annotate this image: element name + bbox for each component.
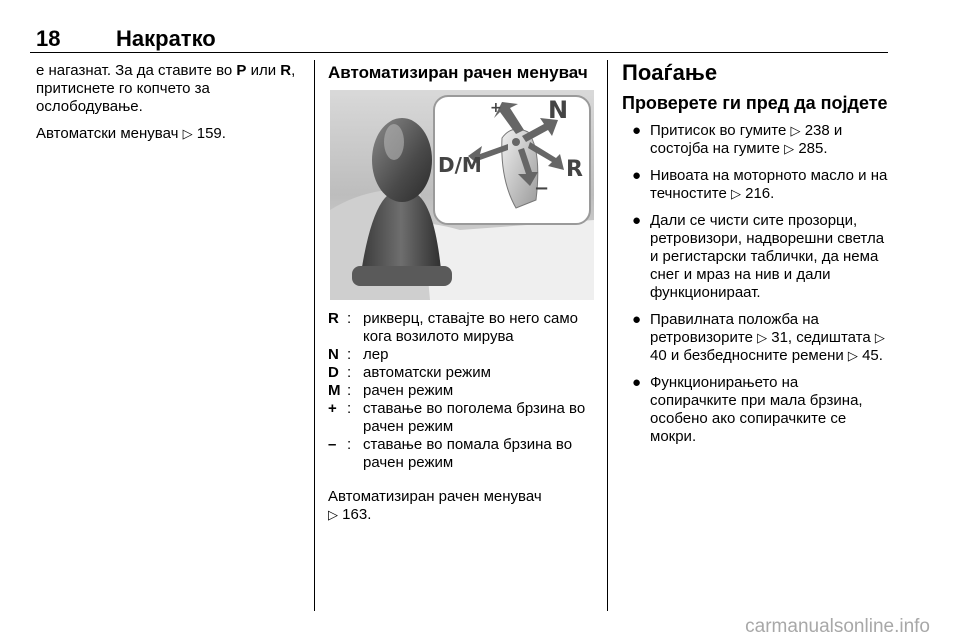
section-heading-automated-manual: Автоматизиран рачен менувач xyxy=(328,63,588,82)
legend-row: N : лер xyxy=(328,346,389,363)
paragraph-automated-manual-ref: Автоматизиран рачен менувач ▷ 163. xyxy=(328,488,542,523)
legend-row: D : автоматски режим xyxy=(328,364,491,381)
page-ref-arrow-icon: ▷ xyxy=(757,330,768,345)
column-divider-right xyxy=(607,60,608,611)
gear-selector-figure xyxy=(330,90,594,300)
boot-base xyxy=(352,266,452,286)
gear-legend xyxy=(328,310,598,472)
page-number: 18 xyxy=(36,26,61,51)
list-item: ● Функционирањето на сопирачките при мала брзина, особено ако сопирачките се мокри. xyxy=(632,374,863,445)
page-ref[interactable]: 285. xyxy=(798,140,828,157)
figure-label-minus: − xyxy=(534,178,550,199)
paragraph-shift-park-reverse: е нагазнат. За да ставите во P или R, притиснете го копчето за ослободување. xyxy=(36,62,296,115)
page-ref-arrow-icon: ▷ xyxy=(874,330,885,345)
knob-highlight xyxy=(384,124,404,160)
figure-label-dm: D/M xyxy=(438,153,482,177)
page-ref[interactable]: 40 xyxy=(650,347,667,364)
watermark: carmanualsonline.info xyxy=(745,616,930,637)
page-ref-arrow-icon: ▷ xyxy=(847,348,858,363)
column-1 xyxy=(36,62,302,152)
subheading-checks: Проверете ги пред да појдете xyxy=(622,93,888,113)
column-3 xyxy=(622,62,888,455)
legend-row: R : рикверц, ставајте во него само кога возилото мирува xyxy=(328,310,579,345)
bullet-icon: ● xyxy=(632,212,642,229)
bullet-icon: ● xyxy=(632,311,642,328)
legend-row: + : ставање во поголема брзина во рачен режим xyxy=(328,400,586,435)
shift-knob xyxy=(372,118,432,202)
list-item: ● Правилната положба на ретровизорите ▷ 31, седиштата ▷ 40 и безбедносните ремени ▷ 45. xyxy=(632,311,885,364)
bullet-icon: ● xyxy=(632,122,642,139)
column-2 xyxy=(328,62,598,533)
list-item: ● Нивоата на моторното масло и на течностите ▷ 216. xyxy=(632,167,888,202)
bullet-icon: ● xyxy=(632,374,642,391)
figure-label-r: R xyxy=(566,157,583,182)
figure-label-plus: + xyxy=(490,100,502,116)
reverse-letter: R xyxy=(280,62,292,79)
page-ref[interactable]: 45. xyxy=(862,347,883,364)
page-ref[interactable]: 238 xyxy=(804,122,830,139)
page-ref-arrow-icon: ▷ xyxy=(784,141,795,156)
page-ref[interactable]: 216. xyxy=(745,185,775,202)
page-ref-arrow-icon: ▷ xyxy=(730,186,741,201)
header-rule xyxy=(30,52,888,53)
list-item: ● Притисок во гумите ▷ 238 и состојба на гумите ▷ 285. xyxy=(632,122,843,157)
legend-row: – : ставање во помала брзина во рачен режим xyxy=(328,436,573,471)
legend-row: M : рачен режим xyxy=(328,382,454,399)
page-ref-arrow-icon: ▷ xyxy=(328,507,338,522)
page-title: Накратко xyxy=(116,26,216,51)
page-ref-arrow-icon: ▷ xyxy=(182,126,193,141)
list-item: ● Дали се чисти сите прозорци, ретровизори, надворешни светла и регистарски таблички, да нема снег и мраз на нив и дали функционираат. xyxy=(632,212,885,301)
bullet-icon: ● xyxy=(632,167,642,184)
checklist xyxy=(622,122,888,446)
section-heading-starting-off: Поаѓање xyxy=(622,60,718,85)
park-letter: P xyxy=(236,62,247,79)
figure-label-n: N xyxy=(548,96,569,124)
page-ref[interactable]: 31, xyxy=(771,329,793,346)
page-ref[interactable]: 163. xyxy=(342,506,372,523)
page-ref[interactable]: 159. xyxy=(196,125,226,142)
page-ref-arrow-icon: ▷ xyxy=(790,123,801,138)
paragraph-automatic-ref: Автоматски менувач ▷ 159. xyxy=(36,125,226,142)
inset-pivot xyxy=(512,138,520,146)
column-divider-left xyxy=(314,60,315,611)
